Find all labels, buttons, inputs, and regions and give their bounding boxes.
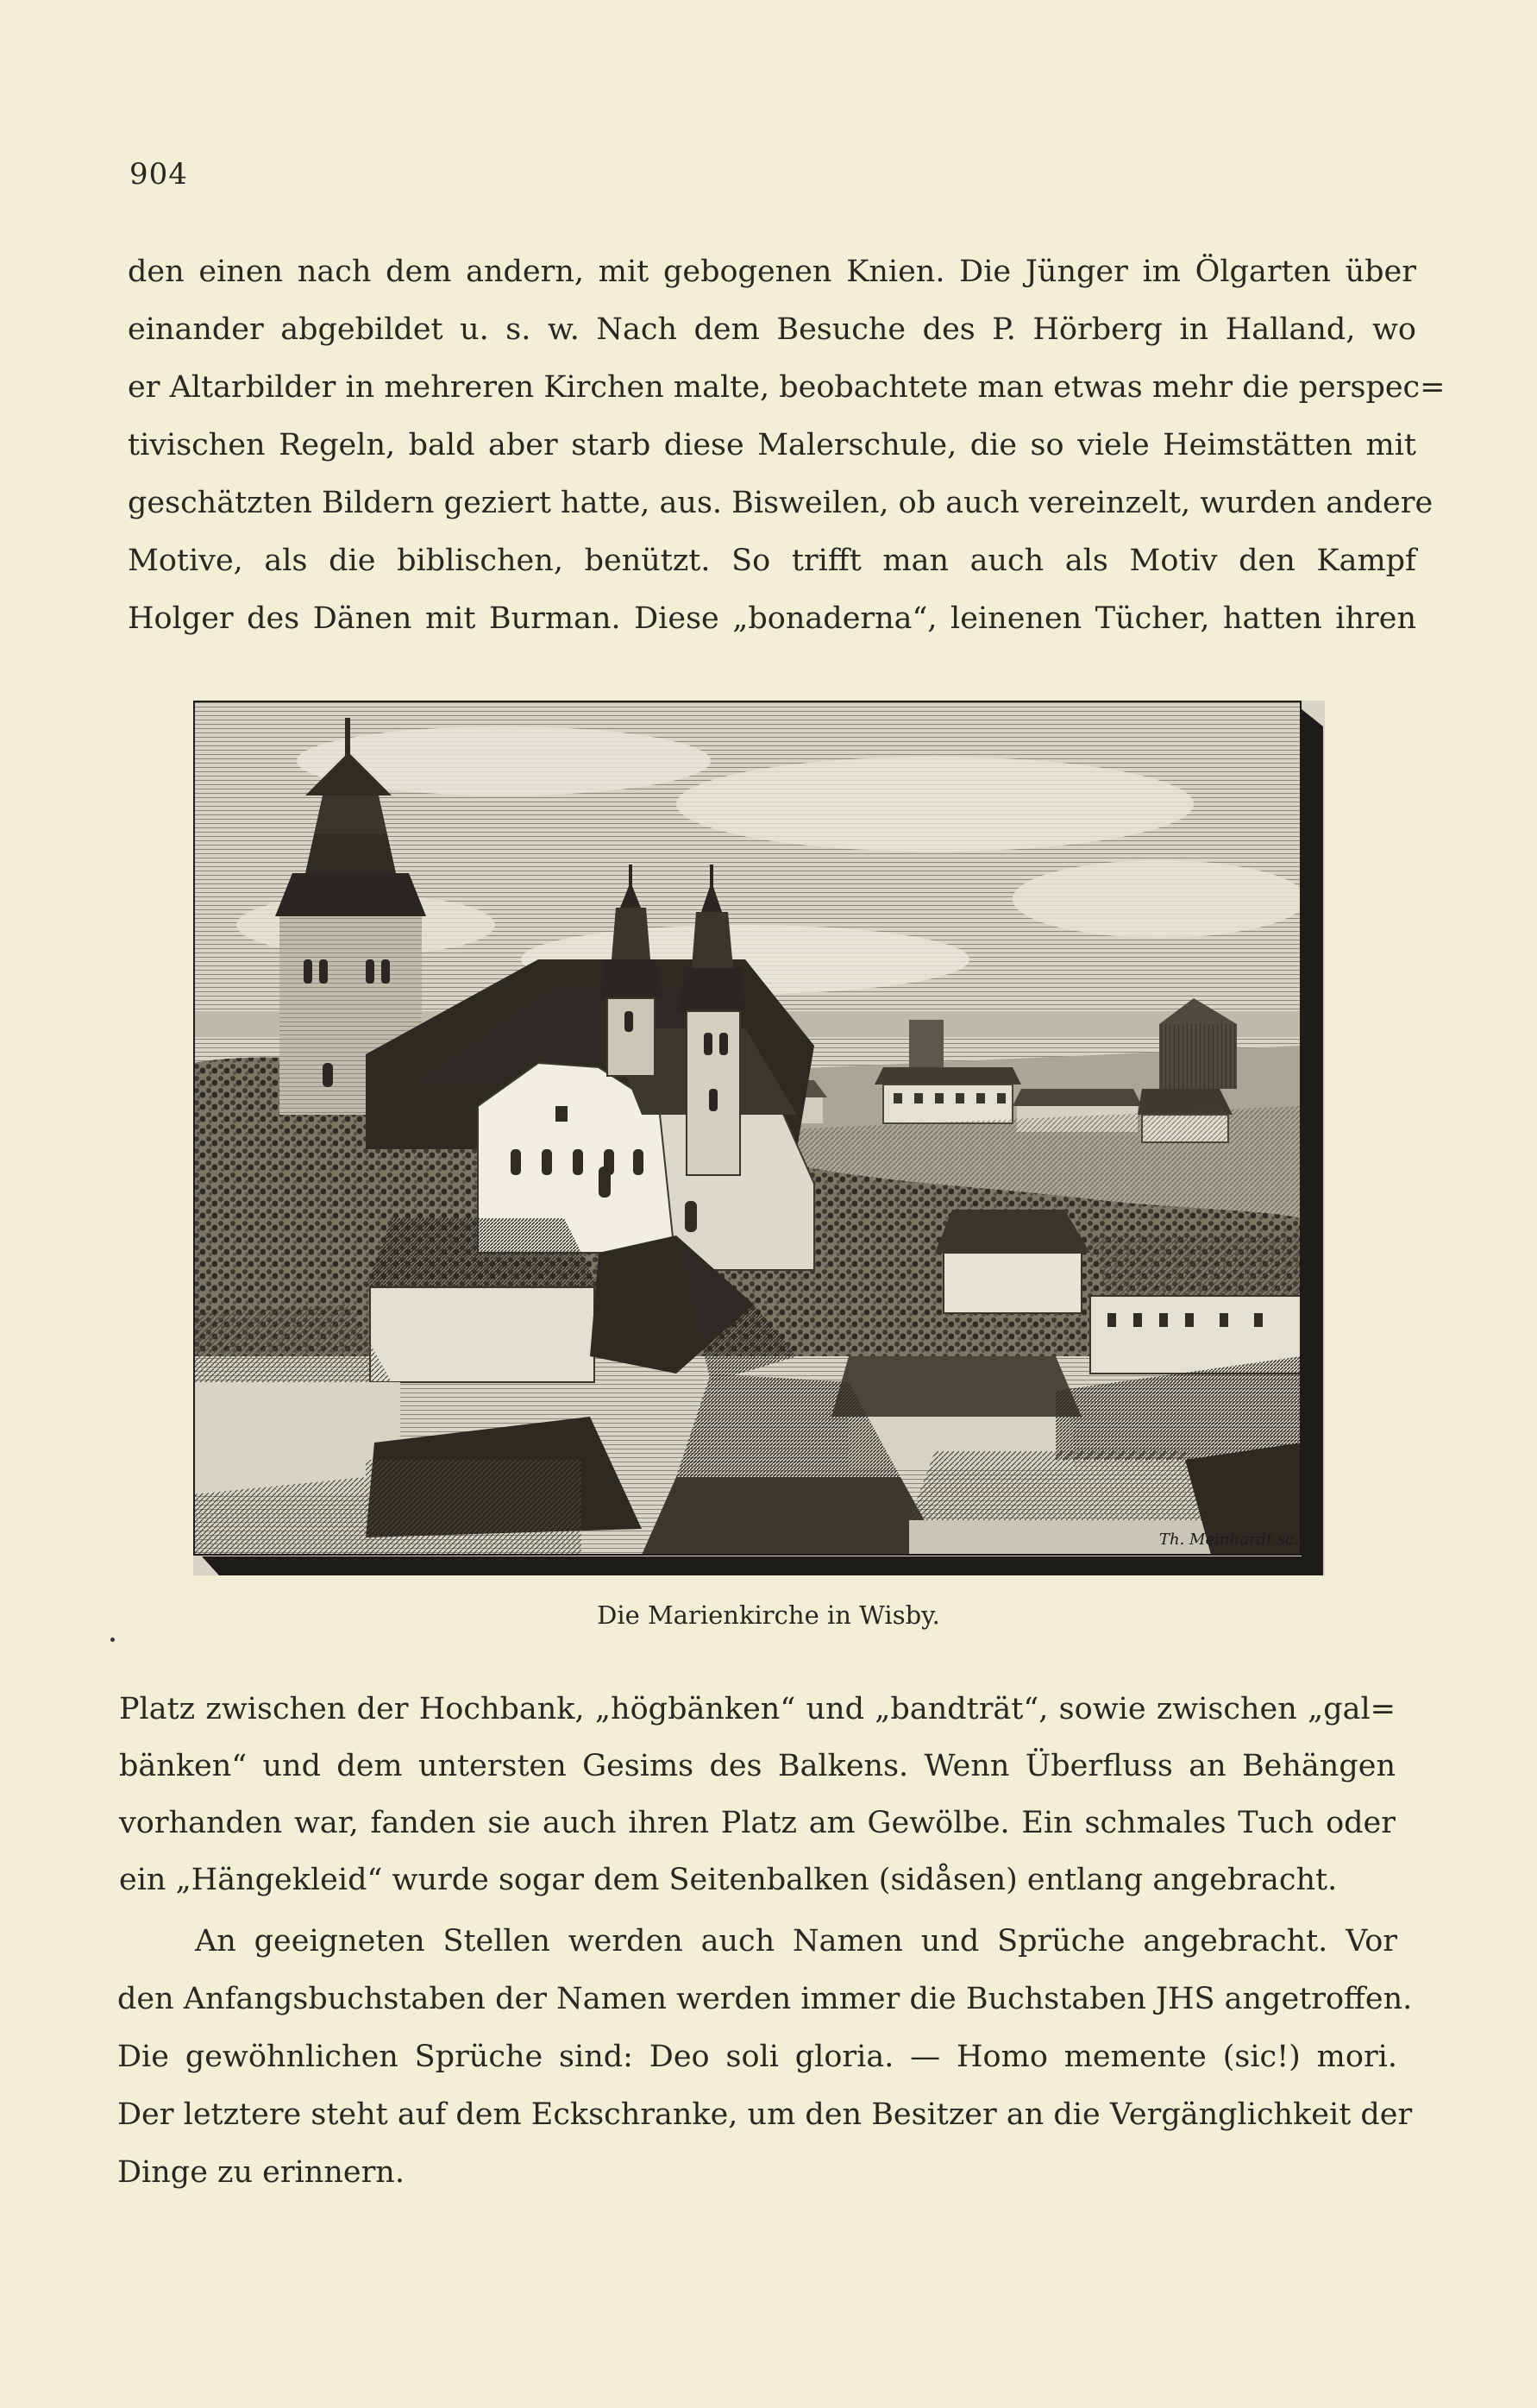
text-line: geschätzten Bildern geziert hatte, aus. Bisweilen, ob auch vereinzelt, wurden andere bbox=[128, 486, 1433, 520]
engraver-signature: Th. Meinhardt sc. bbox=[1159, 1531, 1299, 1549]
text-line: An geeigneten Stellen werden auch Namen und Sprüche angebracht. Vor bbox=[195, 1924, 1397, 1958]
engraving-image bbox=[193, 701, 1325, 1575]
text-line: Dinge zu erinnern. bbox=[117, 2155, 405, 2190]
text-line: Die gewöhnlichen Sprüche sind: Deo soli gloria. — Homo memente (sic!) mori. bbox=[117, 2040, 1397, 2074]
paragraph-3 bbox=[117, 1913, 1413, 2202]
text-line: vorhanden war, fanden sie auch ihren Platz am Gewölbe. Ein schmales Tuch oder bbox=[119, 1806, 1396, 1840]
paragraph-1 bbox=[128, 243, 1446, 648]
page-number: 904 bbox=[129, 157, 188, 192]
text-line: den einen nach dem andern, mit gebogenen Knien. Die Jünger im Ölgarten über bbox=[128, 255, 1416, 289]
text-line: tivischen Regeln, bald aber starb diese Malerschule, die so viele Heimstätten mit bbox=[128, 428, 1416, 462]
text-line: er Altarbilder in mehreren Kirchen malte, beobachtete man etwas mehr die perspec= bbox=[128, 370, 1446, 405]
text-line: Motive, als die biblischen, benützt. So trifft man auch als Motiv den Kampf bbox=[128, 544, 1416, 578]
text-line: bänken“ und dem untersten Gesims des Balkens. Wenn Überfluss an Behängen bbox=[119, 1749, 1396, 1783]
text-line: einander abgebildet u. s. w. Nach dem Besuche des P. Hörberg in Halland, wo bbox=[128, 312, 1416, 347]
text-line: ein „Hängekleid“ wurde sogar dem Seitenbalken (sidåsen) entlang angebracht. bbox=[119, 1863, 1338, 1897]
text-line: Der letztere steht auf dem Eckschranke, um den Besitzer an die Vergänglichkeit der bbox=[117, 2097, 1413, 2132]
stray-mark bbox=[110, 1638, 115, 1642]
text-line: den Anfangsbuchstaben der Namen werden immer die Buchstaben JHS angetroffen. bbox=[117, 1982, 1413, 2016]
illustration-marienkirche bbox=[193, 701, 1325, 1575]
paragraph-2 bbox=[119, 1681, 1396, 1908]
text-line: Holger des Dänen mit Burman. Diese „bonaderna“, leinenen Tücher, hatten ihren bbox=[128, 601, 1416, 636]
text-line: Platz zwischen der Hochbank, „högbänken“ und „bandträt“, sowie zwischen „gal= bbox=[119, 1692, 1396, 1726]
figure-caption: Die Marienkirche in Wisby. bbox=[597, 1600, 940, 1630]
